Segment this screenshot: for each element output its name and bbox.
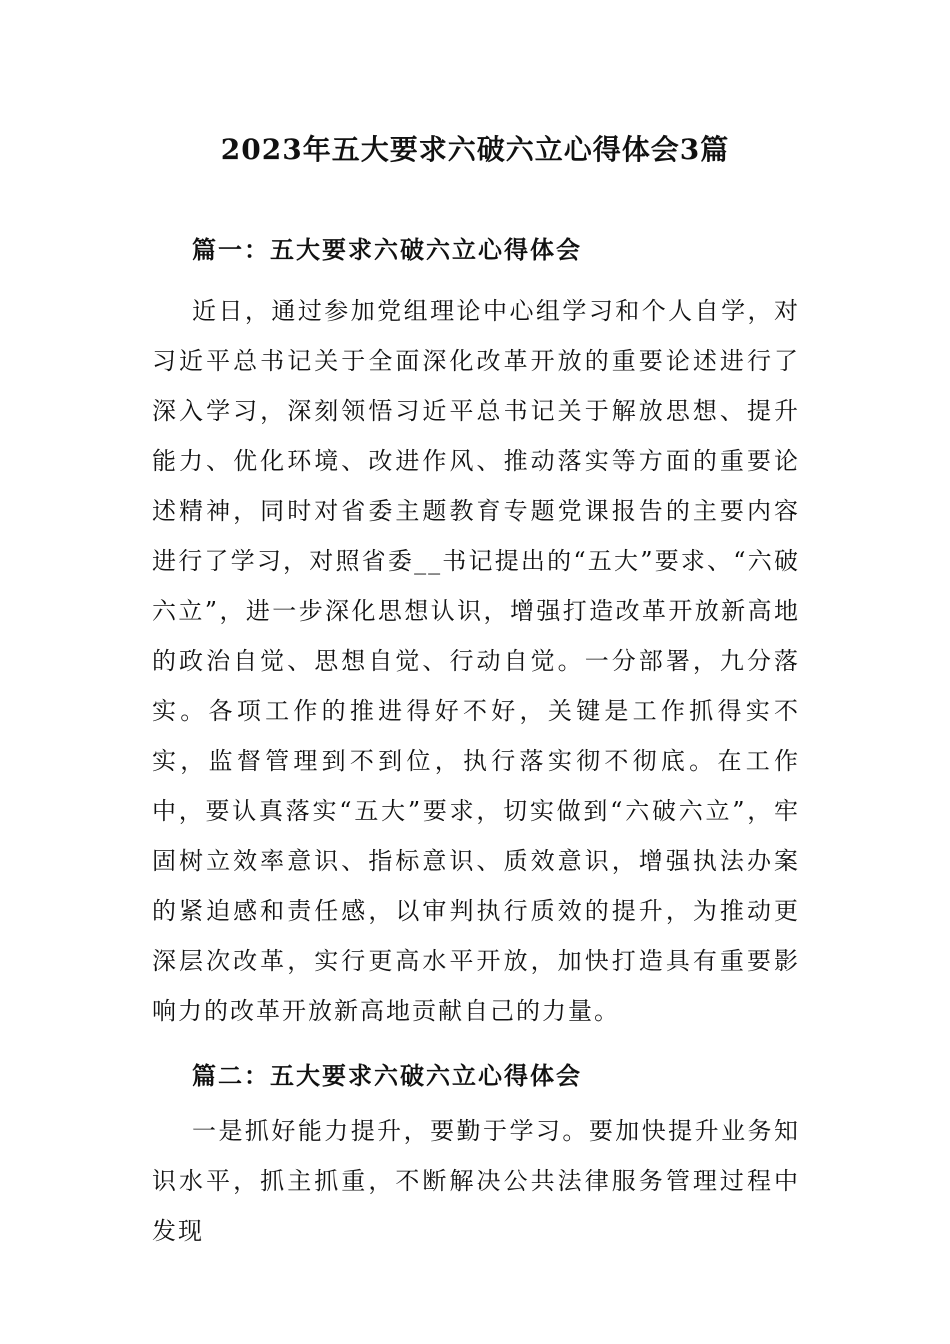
section-heading-2: 篇二：五大要求六破六立心得体会: [192, 1061, 582, 1090]
section-heading-1: 篇一：五大要求六破六立心得体会: [192, 235, 582, 264]
section-paragraph-2: 一是抓好能力提升，要勤于学习。要加快提升业务知识水平，抓主抓重，不断解决公共法律服务管理过程中发现: [152, 1117, 800, 1245]
document-title: 2023年五大要求六破六立心得体会3篇: [220, 133, 730, 166]
section-paragraph-1: 近日，通过参加党组理论中心组学习和个人自学，对习近平总书记关于全面深化改革开放的重要论述进行了深入学习，深刻领悟习近平总书记关于解放思想、提升能力、优化环境、改进作风、推动落实等方面的重要论述精神，同时对省委主题教育专题党课报告的主要内容进行了学习，对照省委__书记提出的“五大”要求、“六破六立”，进一步深化思想认识，增强打造改革开放新高地的政治自觉、思想自觉、行动自觉。一分部署，九分落实。各项工作的推进得好不好，关键是工作抓得实不实，监督管理到不到位，执行落实彻不彻底。在工作中，要认真落实“五大”要求，切实做到“六破六立”，牢固树立效率意识、指标意识、质效意识，增强执法办案的紧迫感和责任感，以审判执行质效的提升，为推动更深层次改革，实行更高水平开放，加快打造具有重要影响力的改革开放新高地贡献自己的力量。: [152, 297, 800, 1025]
